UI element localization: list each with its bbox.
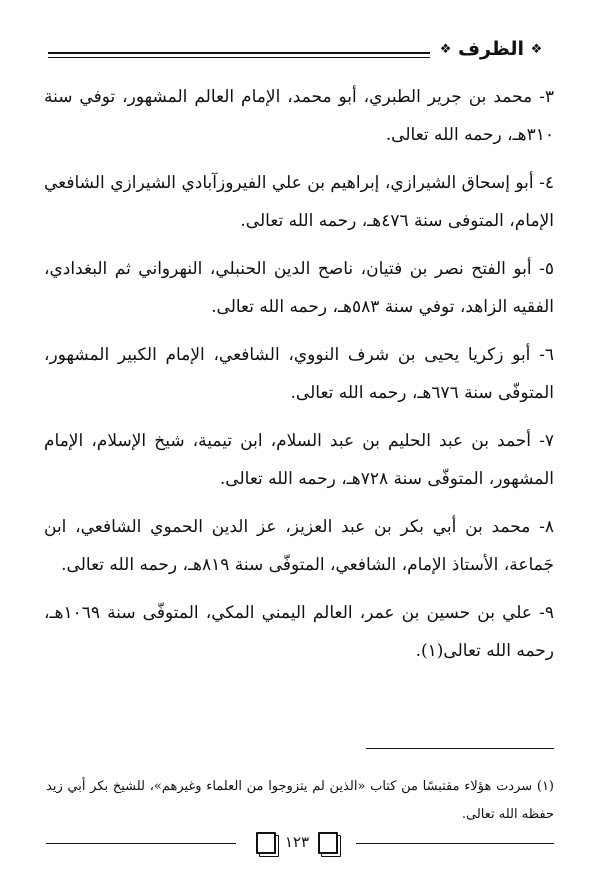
page-number-frame [252, 830, 342, 854]
list-item: ٦- أبو زكريا يحيى بن شرف النووي، الشافعي، الإمام الكبير المشهور، المتوفّى سنة ٦٧٦هـ، رحمه الله تعالى. [44, 345, 554, 403]
footer-rule-right [356, 843, 554, 844]
footnote-separator [366, 748, 554, 749]
book-icon [318, 832, 338, 854]
book-icon [256, 832, 276, 854]
page-number: ١٢٣ [284, 833, 310, 851]
list-item: ٧- أحمد بن عبد الحليم بن عبد السلام، ابن تيمية، شيخ الإسلام، الإمام المشهور، المتوفّى سنة ٧٢٨هـ، رحمه الله تعالى. [44, 431, 554, 489]
list-item: ٤- أبو إسحاق الشيرازي، إبراهيم بن علي الفيروزآبادي الشيرازي الشافعي الإمام، المتوفى سنة ٤٧٦هـ، رحمه الله تعالى. [44, 173, 554, 231]
running-title [430, 38, 552, 60]
page-footer [46, 828, 554, 858]
header-rule-thin [48, 57, 430, 58]
list-item: ٥- أبو الفتح نصر بن فتيان، ناصح الدين الحنبلي، النهرواني ثم البغدادي، الفقيه الزاهد، توفي سنة ٥٨٣هـ، رحمه الله تعالى. [44, 259, 554, 317]
ornament-icon: ❖ [530, 42, 543, 57]
list-item: ٣- محمد بن جرير الطبري، أبو محمد، الإمام العالم المشهور، توفي سنة ٣١٠هـ، رحمه الله تعالى. [44, 87, 554, 145]
running-header [48, 38, 552, 68]
running-title-text: الظرف [457, 38, 525, 60]
main-text [44, 78, 554, 680]
footnote: (١) سردت هؤلاء مقتبسًا من كتاب «الذين لم يتزوجوا من العلماء وغيرهم»، للشيخ بكر أبي زيد حفظه الله تعالى. [46, 779, 554, 822]
ornament-icon: ❖ [439, 42, 452, 57]
list-item: ٨- محمد بن أبي بكر بن عبد العزيز، عز الدين الحموي الشافعي، ابن جَماعة، الأستاذ الإمام، الشافعي، المتوفّى سنة ٨١٩هـ، رحمه الله تعالى. [44, 517, 554, 575]
header-rule [48, 52, 430, 54]
list-item: ٩- علي بن حسين بن عمر، العالم اليمني المكي، المتوفّى سنة ١٠٦٩هـ، رحمه الله تعالى(١). [44, 603, 554, 661]
footer-rule-left [46, 843, 236, 844]
